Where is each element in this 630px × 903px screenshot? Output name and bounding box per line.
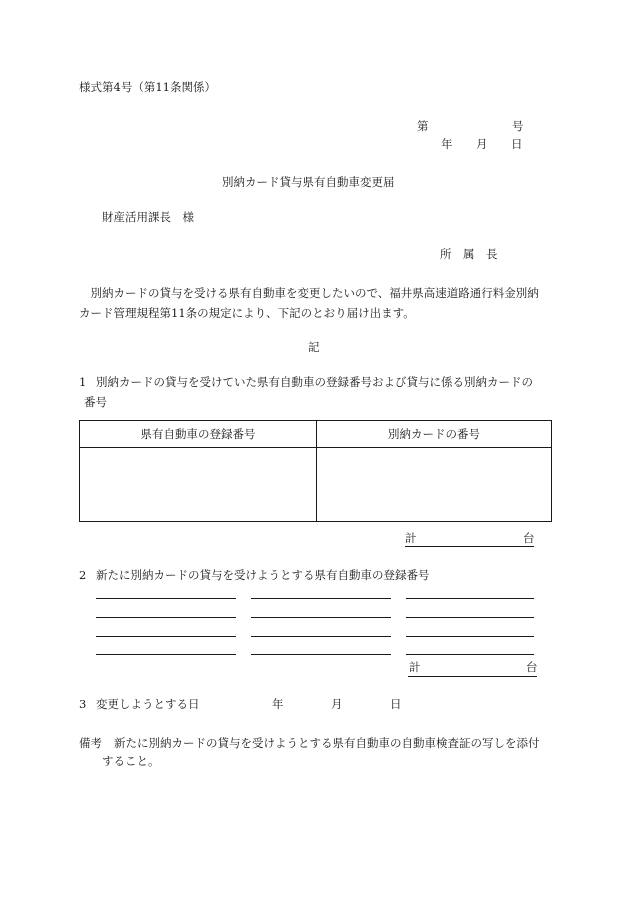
date-month: 月 <box>476 137 488 151</box>
body-text-line-1: 別納カードの貸与を受ける県有自動車を変更したいので、福井県高速道路通行料金別納 <box>79 286 539 300</box>
entry-line <box>251 598 391 599</box>
remarks-line-1: 新たに別納カードの貸与を受けようとする県有自動車の自動車検査証の写しを添付 <box>114 736 540 750</box>
section3-number: 3 <box>79 697 87 711</box>
table-cell-card <box>317 448 552 522</box>
entry-line <box>96 654 236 655</box>
entry-line <box>96 617 236 618</box>
addressee: 財産活用課長 様 <box>102 210 194 224</box>
date-day: 日 <box>511 137 523 151</box>
table-header-card: 別納カードの番号 <box>317 421 552 448</box>
section1-total-unit: 台 <box>523 531 535 545</box>
entry-line <box>406 617 534 618</box>
note-heading: 記 <box>308 340 320 354</box>
section2-total-label: 計 <box>409 660 421 674</box>
entry-line <box>406 598 534 599</box>
section2-total-underline <box>408 676 537 677</box>
section3-month: 月 <box>331 697 343 711</box>
section1-total-label: 計 <box>405 531 417 545</box>
body-text-line-2: カード管理規程第11条の規定により、下記のとおり届け出ます。 <box>79 306 415 320</box>
section2-heading: 新たに別納カードの貸与を受けようとする県有自動車の登録番号 <box>96 568 430 582</box>
section1-number: 1 <box>79 375 87 389</box>
section3-label: 変更しようとする日 <box>96 697 200 711</box>
registration-table <box>79 420 552 522</box>
form-label: 様式第4号（第11条関係） <box>79 80 216 94</box>
table-header-vehicle: 県有自動車の登録番号 <box>80 421 317 448</box>
entry-line <box>406 654 534 655</box>
entry-line <box>96 636 236 637</box>
entry-line <box>251 654 391 655</box>
body-text <box>79 283 559 323</box>
table-cell-vehicle <box>80 448 317 522</box>
doc-number-prefix: 第 <box>417 119 429 133</box>
document-title: 別納カード貸与県有自動車変更届 <box>222 175 395 189</box>
table-header-row <box>80 421 552 448</box>
date-year: 年 <box>441 137 453 151</box>
entry-line <box>251 617 391 618</box>
entry-line <box>251 636 391 637</box>
remarks-label: 備考 <box>79 736 102 750</box>
table-row <box>80 448 552 522</box>
section2-total-unit: 台 <box>526 660 538 674</box>
doc-number-suffix: 号 <box>512 119 524 133</box>
section1-heading: 別納カードの貸与を受けていた県有自動車の登録番号および貸与に係る別納カードの <box>96 375 533 389</box>
section2-number: 2 <box>79 568 87 582</box>
entry-line <box>406 636 534 637</box>
section1-heading-cont: 番号 <box>84 395 107 409</box>
section3-day: 日 <box>390 697 402 711</box>
sender: 所 属 長 <box>440 247 498 261</box>
entry-line <box>96 598 236 599</box>
section3-year: 年 <box>272 697 284 711</box>
section1-total-underline <box>405 546 534 547</box>
remarks-line-2: すること。 <box>102 754 160 768</box>
